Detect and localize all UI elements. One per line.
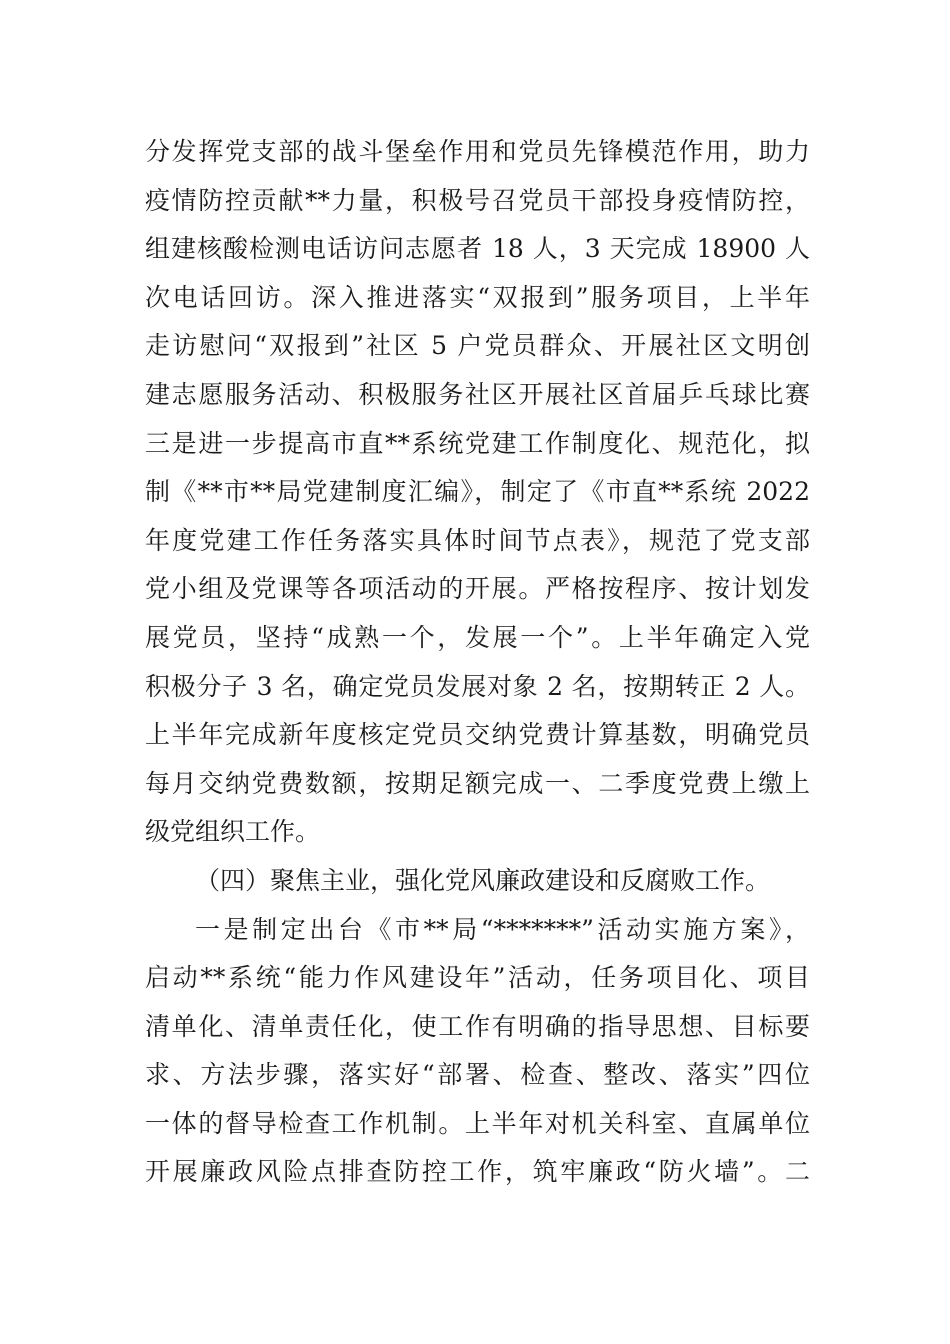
text-line-20: 求、方法步骤，落实好“部署、检查、整改、落实”四位 <box>145 1060 810 1090</box>
text-line-5: 走访慰问“双报到”社区 5 户党员群众、开展社区文明创 <box>145 331 810 361</box>
text-line-4: 次电话回访。深入推进落实“双报到”服务项目，上半年 <box>145 282 810 312</box>
text-line-3: 组建核酸检测电话访问志愿者 18 人，3 天完成 18900 人 <box>145 234 810 264</box>
text-line-12: 积极分子 3 名，确定党员发展对象 2 名，按期转正 2 人。 <box>145 671 810 701</box>
text-line-10: 党小组及党课等各项活动的开展。严格按程序、按计划发 <box>145 574 810 604</box>
text-line-8: 制《**市**局党建制度汇编》，制定了《市直**系统 2022 <box>145 477 810 507</box>
section-heading: （四）聚焦主业，强化党风廉政建设和反腐败工作。 <box>195 865 771 895</box>
text-line-1: 分发挥党支部的战斗堡垒作用和党员先锋模范作用，助力 <box>145 137 810 166</box>
text-line-11: 展党员，坚持“成熟一个，发展一个”。上半年确定入党 <box>145 622 810 652</box>
body-text <box>145 128 810 1197</box>
text-line-13: 上半年完成新年度核定党员交纳党费计算基数，明确党员 <box>145 720 810 750</box>
text-line-19: 清单化、清单责任化，使工作有明确的指导思想、目标要 <box>145 1011 810 1041</box>
text-line-17: 一是制定出台《市**局“*******”活动实施方案》， <box>195 914 810 944</box>
text-line-7: 三是进一步提高市直**系统党建工作制度化、规范化，拟 <box>145 428 810 458</box>
text-line-18: 启动**系统“能力作风建设年”活动，任务项目化、项目 <box>145 963 810 993</box>
text-line-9: 年度党建工作任务落实具体时间节点表》，规范了党支部 <box>145 525 810 555</box>
text-line-22: 开展廉政风险点排查防控工作，筑牢廉政“防火墙”。二 <box>145 1157 810 1187</box>
text-line-15: 级党组织工作。 <box>145 817 321 847</box>
text-line-14: 每月交纳党费数额，按期足额完成一、二季度党费上缴上 <box>145 768 810 798</box>
text-line-21: 一体的督导检查工作机制。上半年对机关科室、直属单位 <box>145 1108 810 1138</box>
text-line-6: 建志愿服务活动、积极服务社区开展社区首届乒乓球比赛 <box>145 379 810 409</box>
text-line-2: 疫情防控贡献**力量，积极号召党员干部投身疫情防控， <box>145 185 810 215</box>
